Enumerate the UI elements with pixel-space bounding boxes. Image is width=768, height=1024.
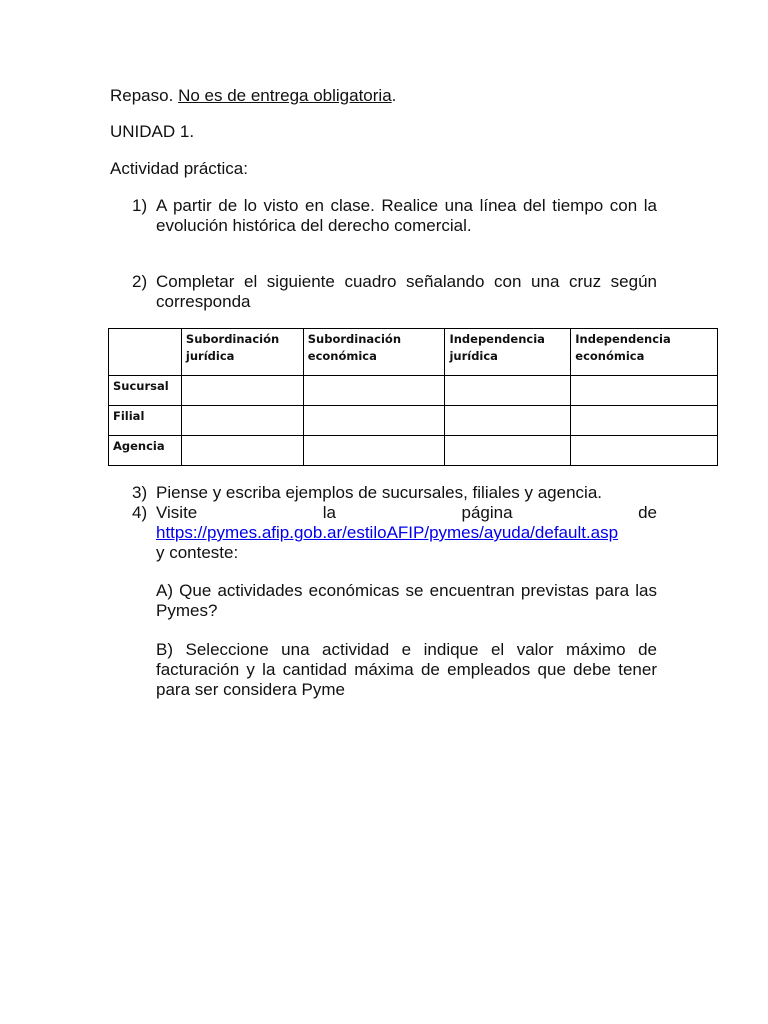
list-item-4 — [110, 503, 657, 563]
row-label: Filial — [109, 406, 182, 436]
unit-heading: UNIDAD 1. — [110, 122, 195, 141]
item-text: A partir de lo visto en clase. Realice una línea del tiempo con la evolución histórica del derecho comercial. — [156, 196, 657, 235]
list-item-3 — [110, 483, 657, 503]
table-cell[interactable] — [571, 436, 718, 466]
table-cell[interactable] — [571, 406, 718, 436]
list-item-1 — [110, 196, 657, 236]
header-cell: Independencia jurídica — [445, 329, 571, 376]
item-number: 1) — [132, 196, 148, 215]
item-text: Completar el siguiente cuadro señalando con una cruz según corresponda — [156, 272, 657, 311]
activity-heading: Actividad práctica: — [110, 159, 248, 178]
review-suffix: . — [391, 86, 397, 105]
review-prefix: Repaso. — [110, 86, 174, 105]
table-row — [109, 406, 718, 436]
table-cell[interactable] — [303, 376, 445, 406]
classification-table — [108, 328, 718, 466]
table-cell[interactable] — [445, 406, 571, 436]
table-cell[interactable] — [445, 376, 571, 406]
table-row — [109, 376, 718, 406]
table-header-row — [109, 329, 718, 376]
question-a: A) Que actividades económicas se encuentran previstas para las Pymes? — [156, 581, 657, 620]
item-number: 4) — [132, 503, 148, 522]
header-cell-empty — [109, 329, 182, 376]
table-row — [109, 436, 718, 466]
mandatory-note: No es de entrega obligatoria — [178, 86, 392, 105]
afip-pymes-link[interactable]: https://pymes.afip.gob.ar/estiloAFIP/pymes/ayuda/default.asp — [156, 523, 619, 542]
table-cell[interactable] — [445, 436, 571, 466]
item-number: 2) — [132, 272, 148, 291]
list-item-2 — [110, 272, 657, 312]
table-cell[interactable] — [181, 436, 303, 466]
item-text-after: y conteste: — [156, 543, 239, 562]
table-cell[interactable] — [181, 376, 303, 406]
item-text: Piense y escriba ejemplos de sucursales, filiales y agencia. — [156, 483, 603, 502]
item-number: 3) — [132, 483, 148, 502]
question-b: B) Seleccione una actividad e indique el valor máximo de facturación y la cantidad máxima de empleados que debe tener para ser considera Pyme — [156, 640, 657, 699]
header-cell: Subordinación jurídica — [181, 329, 303, 376]
row-label: Agencia — [109, 436, 182, 466]
review-note — [110, 86, 396, 106]
table-cell[interactable] — [303, 436, 445, 466]
row-label: Sucursal — [109, 376, 182, 406]
header-cell: Subordinación económica — [303, 329, 445, 376]
table-cell[interactable] — [303, 406, 445, 436]
table-cell[interactable] — [181, 406, 303, 436]
table-cell[interactable] — [571, 376, 718, 406]
item-text-line: Visite la página de — [156, 503, 657, 522]
header-cell: Independencia económica — [571, 329, 718, 376]
